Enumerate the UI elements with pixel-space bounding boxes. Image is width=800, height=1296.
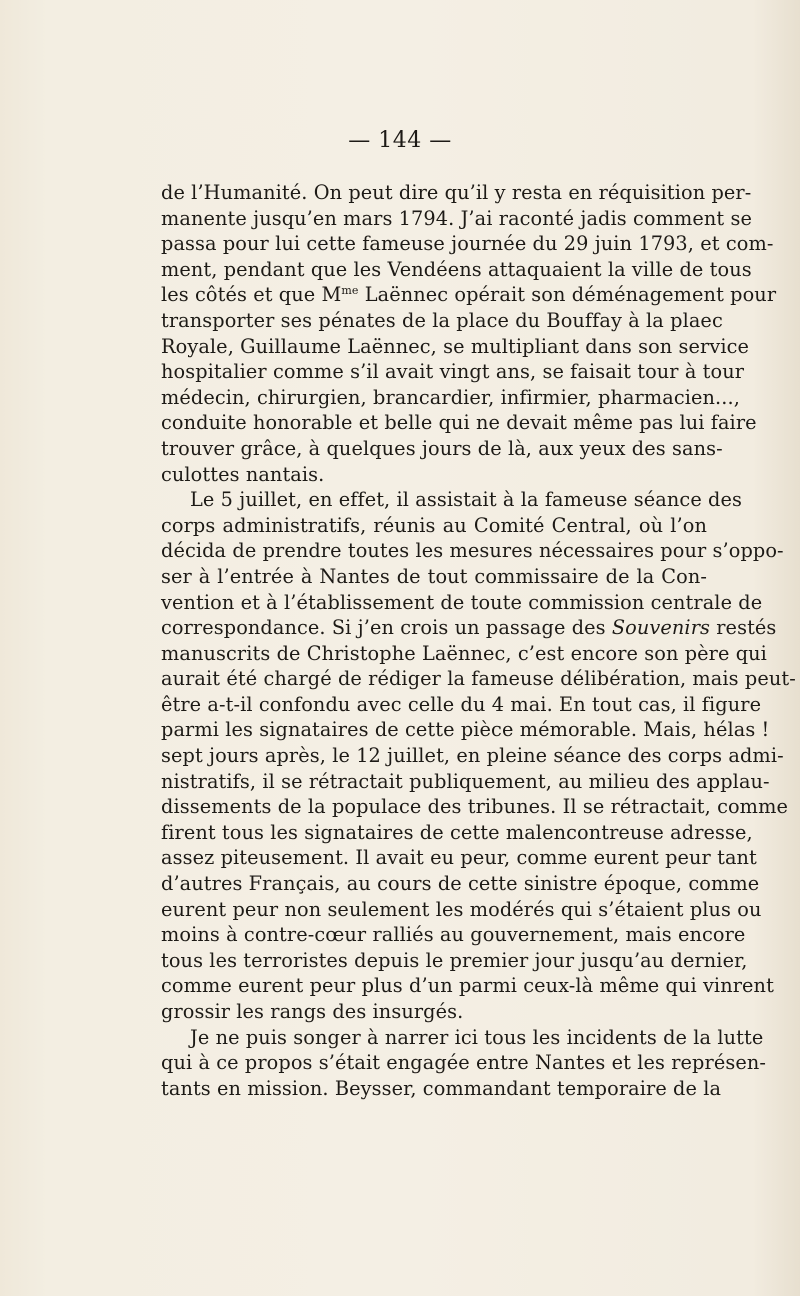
text-line: aurait été chargé de rédiger la fameuse délibération, mais peut- (161, 667, 796, 691)
text-fragment: Laënnec opérait son déménagement pour (358, 283, 777, 307)
text-line: de l’Humanité. On peut dire qu’il y resta en réquisition per- (161, 181, 752, 204)
text-line: qui à ce propos s’était engagée entre Nantes et les représen- (161, 1051, 766, 1075)
text-line (161, 282, 777, 308)
text-line: firent tous les signataires de cette malencontreuse adresse, (161, 820, 753, 844)
text-fragment: restés (710, 616, 777, 640)
superscript-text: me (341, 284, 359, 298)
text-line: corps administratifs, réunis au Comité Central, où l’on (161, 513, 707, 537)
text-line: grossir les rangs des insurgés. (161, 1000, 464, 1023)
text-line: trouver grâce, à quelques jours de là, aux yeux des sans- (161, 436, 723, 460)
text-line: vention et à l’établissement de toute commission centrale de (161, 590, 763, 614)
text-fragment: les côtés et que M (161, 283, 342, 307)
text-line: parmi les signataires de cette pièce mémorable. Mais, hélas ! (161, 718, 770, 742)
text-line: nistratifs, il se rétractait publiquement, au milieu des applau- (161, 769, 770, 793)
text-line: sept jours après, le 12 juillet, en pleine séance des corps admi- (161, 744, 784, 768)
text-line: transporter ses pénates de la place du Bouffay à la plaec (161, 308, 723, 332)
text-line: être a-t-il confondu avec celle du 4 mai. En tout cas, il figure (161, 692, 762, 716)
text-line: comme eurent peur plus d’un parmi ceux-là même qui vinrent (161, 974, 774, 998)
text-line: tous les terroristes depuis le premier jour jusqu’au dernier, (161, 948, 748, 972)
text-line: Le 5 juillet, en effet, il assistait à la fameuse séance des (190, 488, 743, 512)
text-line: manente jusqu’en mars 1794. J’ai raconté jadis comment se (161, 206, 752, 230)
text-line: Royale, Guillaume Laënnec, se multipliant dans son service (161, 334, 750, 358)
text-line: conduite honorable et belle qui ne devait même pas lui faire (161, 411, 757, 435)
text-line: assez piteusement. Il avait eu peur, comme eurent peur tant (161, 846, 757, 870)
text-line: ser à l’entrée à Nantes de tout commissaire de la Con- (161, 564, 707, 588)
text-line: Je ne puis songer à narrer ici tous les incidents de la lutte (190, 1025, 764, 1049)
text-line: ment, pendant que les Vendéens attaquaient la ville de tous (161, 257, 752, 281)
text-line: d’autres Français, au cours de cette sinistre époque, comme (161, 872, 760, 896)
body-text (161, 180, 796, 1101)
text-line: hospitalier comme s’il avait vingt ans, se faisait tour à tour (161, 360, 745, 384)
paragraph-3 (161, 1025, 766, 1102)
text-line: eurent peur non seulement les modérés qui s’étaient plus ou (161, 897, 762, 921)
italic-title: Souvenirs (611, 616, 711, 640)
text-line (161, 615, 777, 641)
text-line: passa pour lui cette fameuse journée du 29 juin 1793, et com- (161, 232, 774, 256)
text-line: manuscrits de Christophe Laënnec, c’est encore son père qui (161, 641, 767, 665)
paragraph-2 (161, 487, 796, 1024)
text-line: dissements de la populace des tribunes. Il se rétractait, comme (161, 795, 788, 819)
text-fragment: correspondance. Si j’en crois un passage des (161, 616, 612, 640)
page-number: — 144 — (348, 128, 452, 153)
text-line: culottes nantais. (161, 462, 325, 486)
text-line: décida de prendre toutes les mesures nécessaires pour s’oppo- (161, 539, 784, 563)
text-line: moins à contre-cœur ralliés au gouvernement, mais encore (161, 923, 746, 947)
text-line: médecin, chirurgien, brancardier, infirmier, pharmacien..., (161, 385, 740, 409)
paragraph-1 (161, 180, 777, 487)
text-line: tants en mission. Beysser, commandant temporaire de la (161, 1076, 722, 1100)
